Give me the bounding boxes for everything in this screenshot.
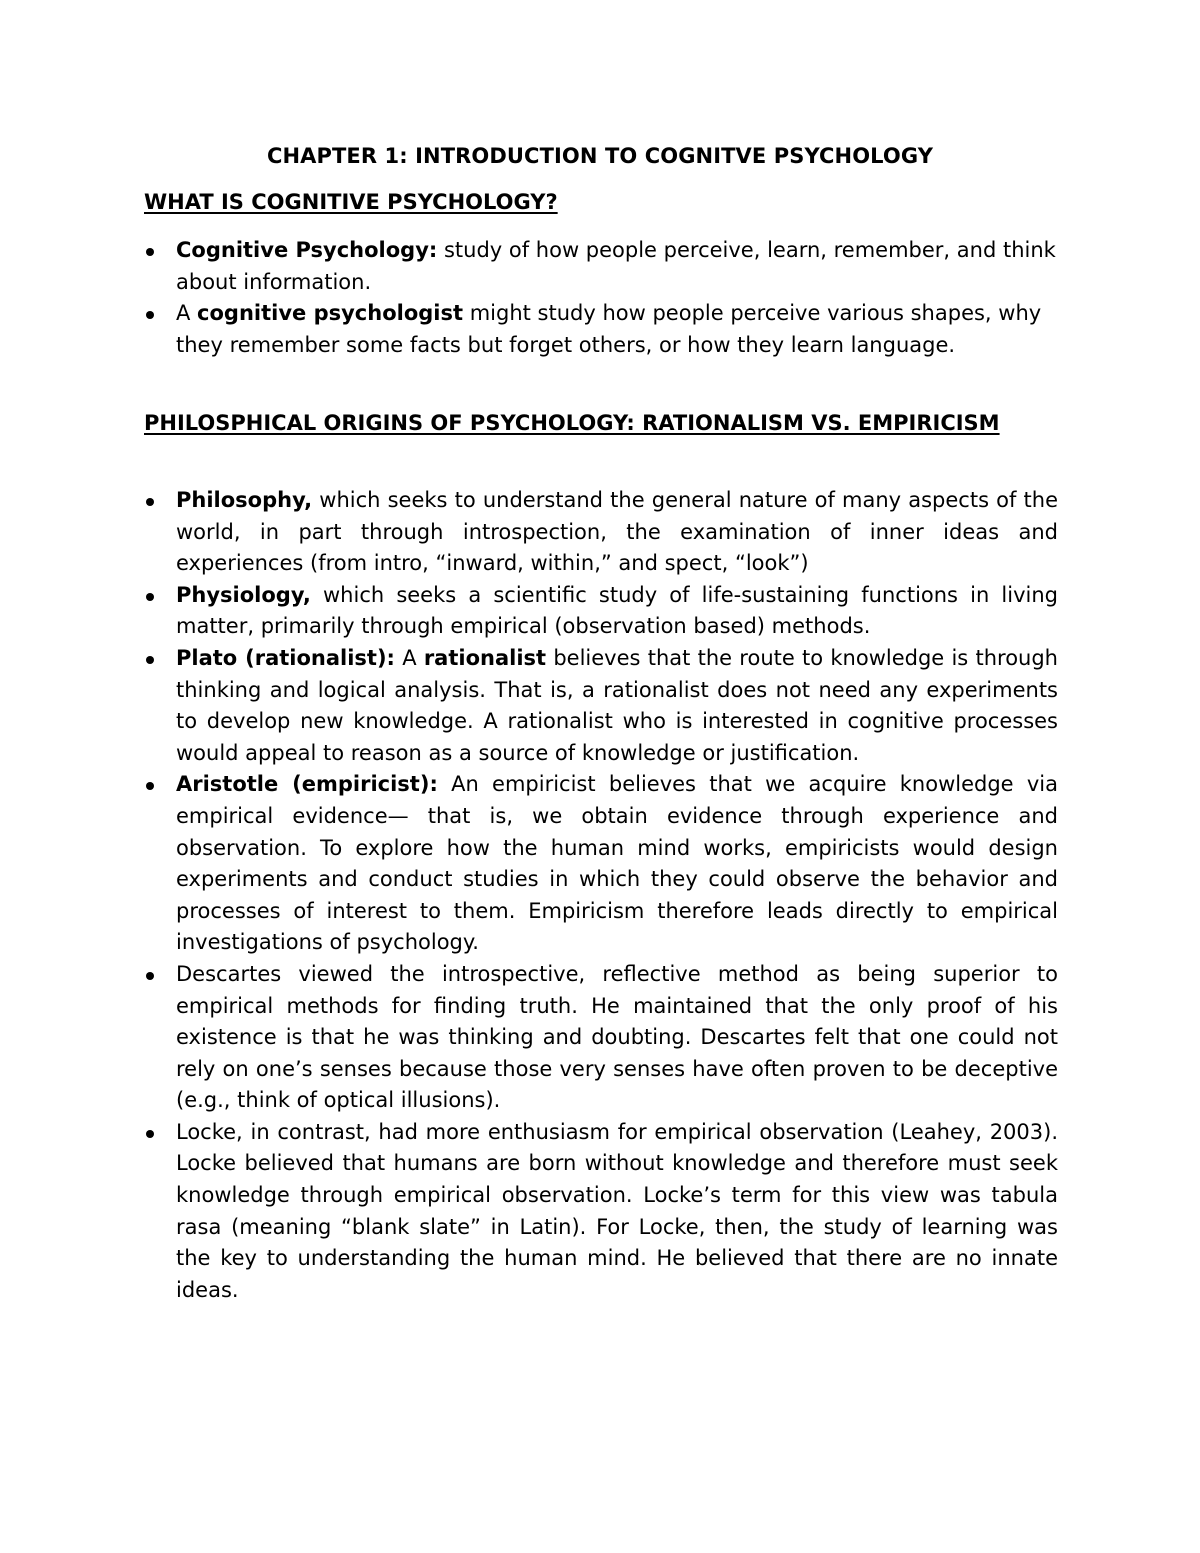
- list-item-text: [176, 769, 1058, 959]
- list-item-text: [176, 959, 1058, 1117]
- list-item-text: [176, 580, 1058, 643]
- bullet-icon: [146, 656, 154, 664]
- section-heading-philosophical-origins: PHILOSPHICAL ORIGINS OF PSYCHOLOGY: RATIONALISM VS. EMPIRICISM: [144, 411, 1000, 435]
- paragraph-text: Descartes viewed the introspective, reflective method as being superior to empirical methods for finding truth. He maintained that the only proof of his existence is that he was thinking and doubting. Descartes felt that one could not rely on one’s senses because those very senses have often proven to be deceptive (e.g., think of optical illusions).: [176, 961, 1058, 1113]
- list-item: [176, 769, 1058, 959]
- definition-text: which seeks to understand the general nature of many aspects of the world, in part through introspection, the examination of inner ideas and experiences (from intro, “inward, within,” and spect, “look”): [176, 488, 1058, 576]
- list-item: [176, 485, 1058, 580]
- section-heading-what-is-cognitive-psychology: WHAT IS COGNITIVE PSYCHOLOGY?: [144, 190, 558, 214]
- bullet-icon: [146, 972, 154, 980]
- list-item: [176, 235, 1058, 298]
- paragraph-text: Locke, in contrast, had more enthusiasm for empirical observation (Leahey, 2003). Locke believed that humans are born without knowledge and therefore must seek knowledge through empirical observation. Locke’s term for this view was tabula rasa (meaning “blank slate” in Latin). For Locke, then, the study of learning was the key to understanding the human mind. He believed that there are no innate ideas.: [176, 1119, 1058, 1302]
- list-item-text: [176, 485, 1058, 580]
- bullet-list-origins: [176, 485, 1058, 1306]
- list-item: [176, 959, 1058, 1117]
- term-bold: Philosophy,: [176, 488, 313, 512]
- bullet-icon: [146, 1130, 154, 1138]
- chapter-title: CHAPTER 1: INTRODUCTION TO COGNITVE PSYCHOLOGY: [266, 144, 934, 168]
- definition-text: An empiricist believes that we acquire knowledge via empirical evidence— that is, we obtain evidence through experience and observation. To explore how the human mind works, empiricists would design experiments and conduct studies in which they could observe the behavior and processes of interest to them. Empiricism therefore leads directly to empirical investigations of psychology.: [176, 772, 1058, 955]
- lead-text: A: [176, 301, 198, 326]
- term-bold: Physiology,: [176, 582, 311, 607]
- list-item: [176, 643, 1058, 769]
- definition-text: A: [394, 645, 424, 670]
- list-item-text: [176, 643, 1058, 769]
- list-item: [176, 1117, 1058, 1307]
- definition-text: which seeks a scientific study of life-sustaining functions in living matter, primarily through empirical (observation based) methods.: [176, 582, 1058, 639]
- term-bold: Aristotle (empiricist):: [176, 772, 438, 797]
- list-item-text: [176, 1117, 1058, 1307]
- bullet-list-definitions: [176, 235, 1058, 361]
- term-bold: Cognitive Psychology:: [176, 238, 438, 262]
- bullet-icon: [146, 498, 154, 506]
- definition-text: might study how people perceive various shapes, why they remember some facts but forget others, or how they learn language.: [176, 301, 1042, 357]
- list-item: [176, 580, 1058, 643]
- term-bold: rationalist: [423, 645, 547, 670]
- bullet-icon: [146, 782, 154, 790]
- list-item-text: [176, 298, 1058, 361]
- bullet-icon: [146, 248, 154, 256]
- list-item: [176, 298, 1058, 361]
- definition-text: study of how people perceive, learn, remember, and think about information.: [176, 238, 1056, 294]
- term-bold: cognitive psychologist: [197, 301, 464, 326]
- definition-text: believes that the route to knowledge is through thinking and logical analysis. That is, a rationalist does not need any experiments to develop new knowledge. A rationalist who is interested in cognitive processes would appeal to reason as a source of knowledge or justification.: [176, 645, 1058, 765]
- bullet-icon: [146, 311, 154, 319]
- bullet-icon: [146, 593, 154, 601]
- term-bold: Plato (rationalist):: [176, 645, 395, 670]
- list-item-text: [176, 235, 1058, 298]
